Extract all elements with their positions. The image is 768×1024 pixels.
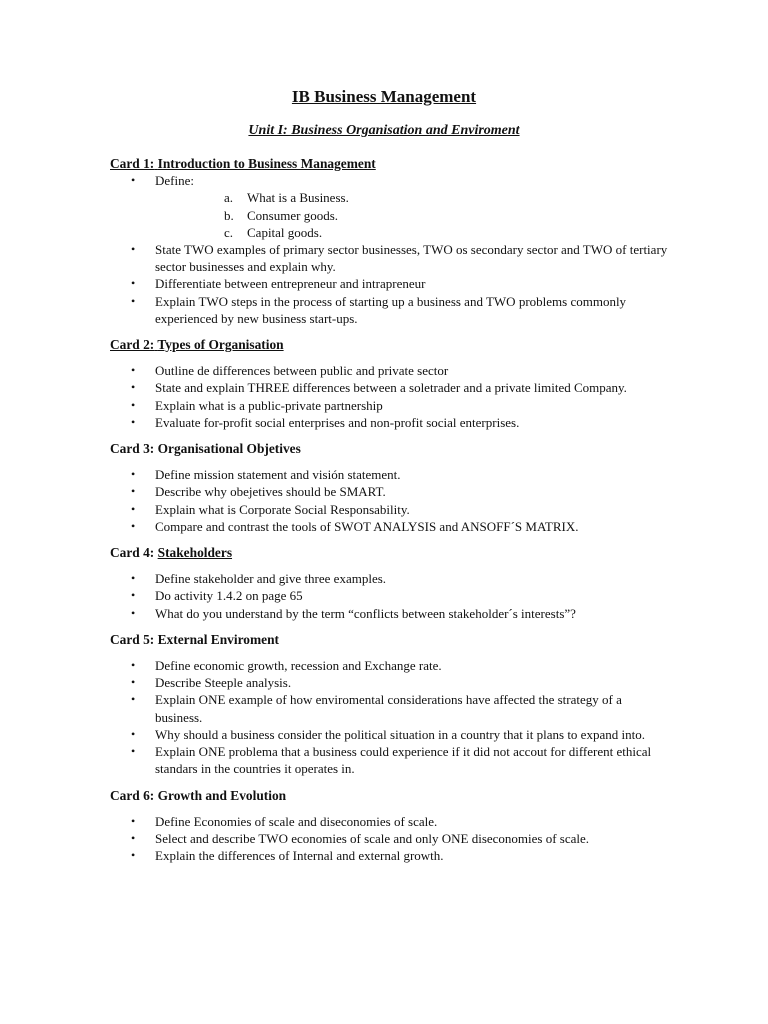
bullet-icon: • [131,518,136,533]
list-item-text: Select and describe TWO economies of scale and only ONE diseconomies of scale. [155,830,590,846]
list-item-text: Explain ONE problema that a business could experience if it did not accout for different ethical standars in the countries it operates in. [155,744,652,777]
bullet-icon: • [131,726,136,741]
list-item-text: Explain the differences of Internal and external growth. [155,848,444,864]
list-item-text: Explain TWO steps in the process of starting up a business and TWO problems commonly experienced by new business start-ups. [155,293,627,326]
list-item [110,518,670,535]
card-label: Card 2: [110,337,155,353]
bullet-icon: • [131,173,136,188]
card-heading [110,631,670,648]
list-item [110,241,670,275]
card-name: Types of Organisation [157,337,284,353]
list-item [110,275,670,292]
list-item [110,362,670,379]
list-item-text: Define mission statement and visión statement. [155,467,401,483]
card-name: Introduction to Business Management [157,156,376,171]
list-item-text: Define Economies of scale and diseconomies of scale. [155,813,438,829]
bullet-list [110,570,670,622]
card-1 [110,155,670,327]
list-item [110,830,670,847]
list-item-text: Define economic growth, recession and Exchange rate. [155,658,442,674]
bullet-icon: • [131,692,136,707]
bullet-icon: • [131,813,136,828]
card-name: Growth and Evolution [157,787,287,803]
bullet-list [110,172,670,327]
list-item [110,847,670,864]
document-subtitle: Unit I: Business Organisation and Enviroment [248,123,520,138]
bullet-icon: • [131,848,136,863]
document-body [110,155,670,864]
card-heading [110,440,670,457]
bullet-icon: • [131,293,136,308]
bullet-icon: • [131,467,136,482]
list-item [110,172,670,241]
sub-list-text: Consumer goods. [247,207,338,223]
list-item-text: Why should a business consider the political situation in a country that it plans to expand into. [155,726,645,742]
card-heading [110,787,670,804]
sub-list-marker: c. [224,224,234,240]
list-item-text: Compare and contrast the tools of SWOT ANALYSIS and ANSOFF´S MATRIX. [155,518,579,534]
bullet-icon: • [131,276,136,291]
card-2 [110,336,670,431]
list-item-text: Describe why obejetives should be SMART. [155,484,386,500]
card-5 [110,631,670,778]
card-label: Card 3: [110,441,155,457]
bullet-list [110,813,670,865]
document-title: IB Business Management [291,87,477,106]
list-item [110,657,670,674]
bullet-icon: • [131,397,136,412]
list-item-text: Describe Steeple analysis. [155,675,292,691]
bullet-list [110,362,670,431]
bullet-list [110,657,670,777]
list-item [110,605,670,622]
bullet-icon: • [131,675,136,690]
list-item-text: Explain what is a public-private partnership [155,397,383,413]
sub-list-text: Capital goods. [247,224,323,240]
bullet-icon: • [131,380,136,395]
card-heading [110,544,670,561]
sub-list-item [155,224,670,241]
list-item-text: Explain what is Corporate Social Responsability. [155,501,410,517]
card-3 [110,440,670,535]
card-heading [110,155,670,172]
list-item [110,414,670,431]
list-item-text: Explain ONE example of how enviromental considerations have affected the strategy of a business. [155,692,622,725]
list-item-text: Define: [155,173,194,189]
list-item-text: Evaluate for-profit social enterprises and non-profit social enterprises. [155,414,520,430]
list-item [110,587,670,604]
list-item-text: Do activity 1.4.2 on page 65 [155,588,303,604]
bullet-icon: • [131,830,136,845]
list-item [110,743,670,777]
list-item-text: State and explain THREE differences between a soletrader and a private limited Company. [155,380,627,396]
bullet-icon: • [131,605,136,620]
bullet-icon: • [131,363,136,378]
list-item [110,483,670,500]
list-item-text: Outline de differences between public and private sector [155,363,449,379]
bullet-icon: • [131,588,136,603]
card-heading [110,336,670,353]
list-item [110,397,670,414]
card-label: Card 4: [110,545,155,561]
sub-list-text: What is a Business. [247,190,349,206]
list-item [110,570,670,587]
list-item [110,691,670,725]
list-item [110,813,670,830]
bullet-list [110,466,670,535]
bullet-icon: • [131,484,136,499]
list-item-text: What do you understand by the term “conflicts between stakeholder´s interests”? [155,605,576,621]
list-item [110,501,670,518]
sub-list-marker: b. [224,207,234,223]
bullet-icon: • [131,744,136,759]
list-item [110,379,670,396]
card-label: Card 5: [110,631,155,647]
bullet-icon: • [131,414,136,429]
sub-list-marker: a. [224,190,234,206]
card-name: External Enviroment [157,631,280,647]
bullet-icon: • [131,242,136,257]
card-label: Card 1: [110,156,155,171]
bullet-icon: • [131,501,136,516]
list-item [110,466,670,483]
list-item-text: Define stakeholder and give three examples. [155,571,387,587]
card-name: Stakeholders [157,545,233,561]
bullet-icon: • [131,571,136,586]
list-item [110,674,670,691]
list-item [110,726,670,743]
list-item-text: State TWO examples of primary sector businesses, TWO os secondary sector and TWO of tertiary sector businesses and explain why. [155,242,668,275]
bullet-icon: • [131,658,136,673]
list-item-text: Differentiate between entrepreneur and intrapreneur [155,276,426,292]
card-name: Organisational Objetives [157,441,301,457]
sub-list-item [155,189,670,206]
card-4 [110,544,670,622]
sub-list [155,189,670,241]
card-label: Card 6: [110,787,155,803]
list-item [110,293,670,327]
card-6 [110,787,670,865]
sub-list-item [155,207,670,224]
